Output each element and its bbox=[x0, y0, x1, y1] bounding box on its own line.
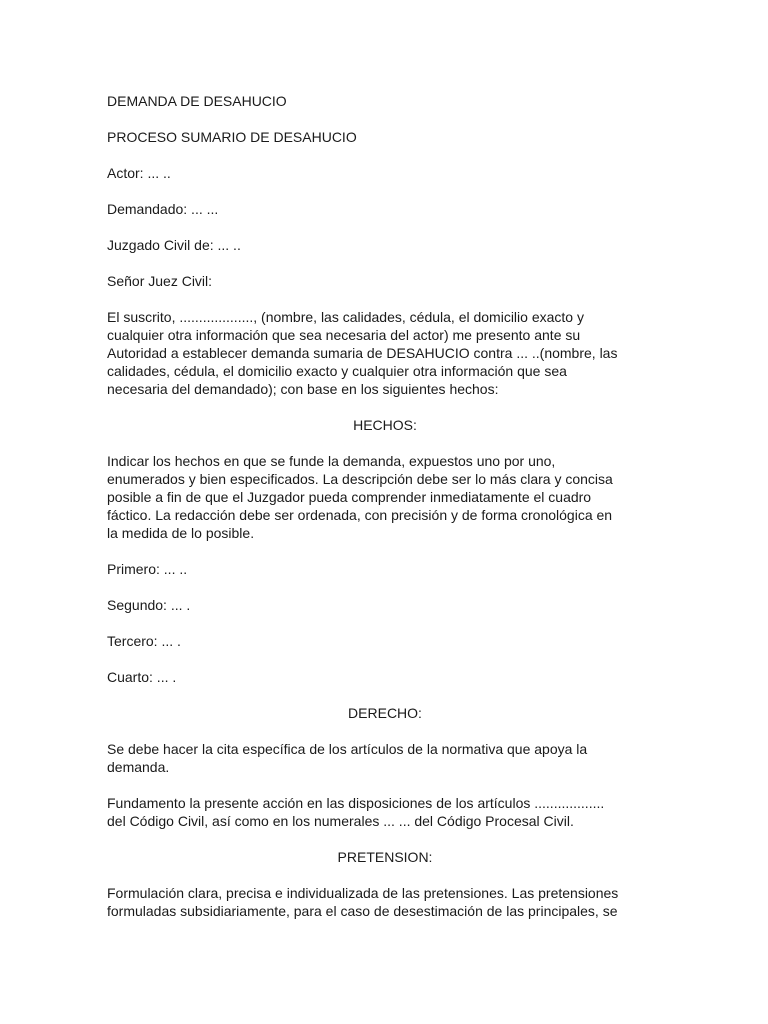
hechos-line: Indicar los hechos en que se funde la demanda, expuestos uno por uno, bbox=[107, 453, 556, 469]
pretension-paragraph bbox=[107, 884, 663, 920]
hechos-line: la medida de lo posible. bbox=[107, 525, 255, 541]
pretension-line: Formulación clara, precisa e individualizada de las pretensiones. Las pretensiones bbox=[107, 885, 619, 901]
fundamento-line: Fundamento la presente acción en las disposiciones de los artículos .................. bbox=[107, 795, 605, 811]
pretension-heading: PRETENSION: bbox=[337, 849, 433, 865]
fact-segundo: Segundo: ... . bbox=[107, 597, 191, 613]
derecho-line: demanda. bbox=[107, 759, 170, 775]
document-page bbox=[107, 92, 663, 938]
salutation: Señor Juez Civil: bbox=[107, 273, 213, 289]
intro-line: calidades, cédula, el domicilio exacto y cualquier otra información que sea bbox=[107, 363, 567, 379]
court-line: Juzgado Civil de: ... .. bbox=[107, 237, 241, 253]
intro-line: Autoridad a establecer demanda sumaria de DESAHUCIO contra ... ..(nombre, las bbox=[107, 345, 618, 361]
fact-tercero: Tercero: ... . bbox=[107, 633, 181, 649]
fact-cuarto: Cuarto: ... . bbox=[107, 669, 177, 685]
fundamento-line: del Código Civil, así como en los numerales ... ... del Código Procesal Civil. bbox=[107, 813, 574, 829]
fundamento-paragraph bbox=[107, 794, 663, 830]
derecho-heading: DERECHO: bbox=[348, 705, 422, 721]
hechos-line: enumerados y bien especificados. La descripción debe ser lo más clara y concisa bbox=[107, 471, 613, 487]
hechos-paragraph bbox=[107, 452, 663, 542]
intro-line: cualquier otra información que sea necesaria del actor) me presento ante su bbox=[107, 327, 581, 343]
fact-primero: Primero: ... .. bbox=[107, 561, 188, 577]
derecho-line: Se debe hacer la cita específica de los artículos de la normativa que apoya la bbox=[107, 741, 588, 757]
defendant-line: Demandado: ... ... bbox=[107, 201, 219, 217]
hechos-line: fáctico. La redacción debe ser ordenada, con precisión y de forma cronológica en bbox=[107, 507, 613, 523]
pretension-line: formuladas subsidiariamente, para el caso de desestimación de las principales, se bbox=[107, 903, 618, 919]
process-type: PROCESO SUMARIO DE DESAHUCIO bbox=[107, 129, 357, 145]
hechos-heading: HECHOS: bbox=[353, 417, 417, 433]
hechos-line: posible a fin de que el Juzgador pueda comprender inmediatamente el cuadro bbox=[107, 489, 592, 505]
derecho-paragraph bbox=[107, 740, 663, 776]
document-title: DEMANDA DE DESAHUCIO bbox=[107, 93, 287, 109]
actor-line: Actor: ... .. bbox=[107, 165, 171, 181]
intro-line: El suscrito, ..................., (nombre, las calidades, cédula, el domicilio exacto y bbox=[107, 309, 584, 325]
intro-line: necesaria del demandado); con base en los siguientes hechos: bbox=[107, 381, 499, 397]
intro-paragraph bbox=[107, 308, 663, 398]
